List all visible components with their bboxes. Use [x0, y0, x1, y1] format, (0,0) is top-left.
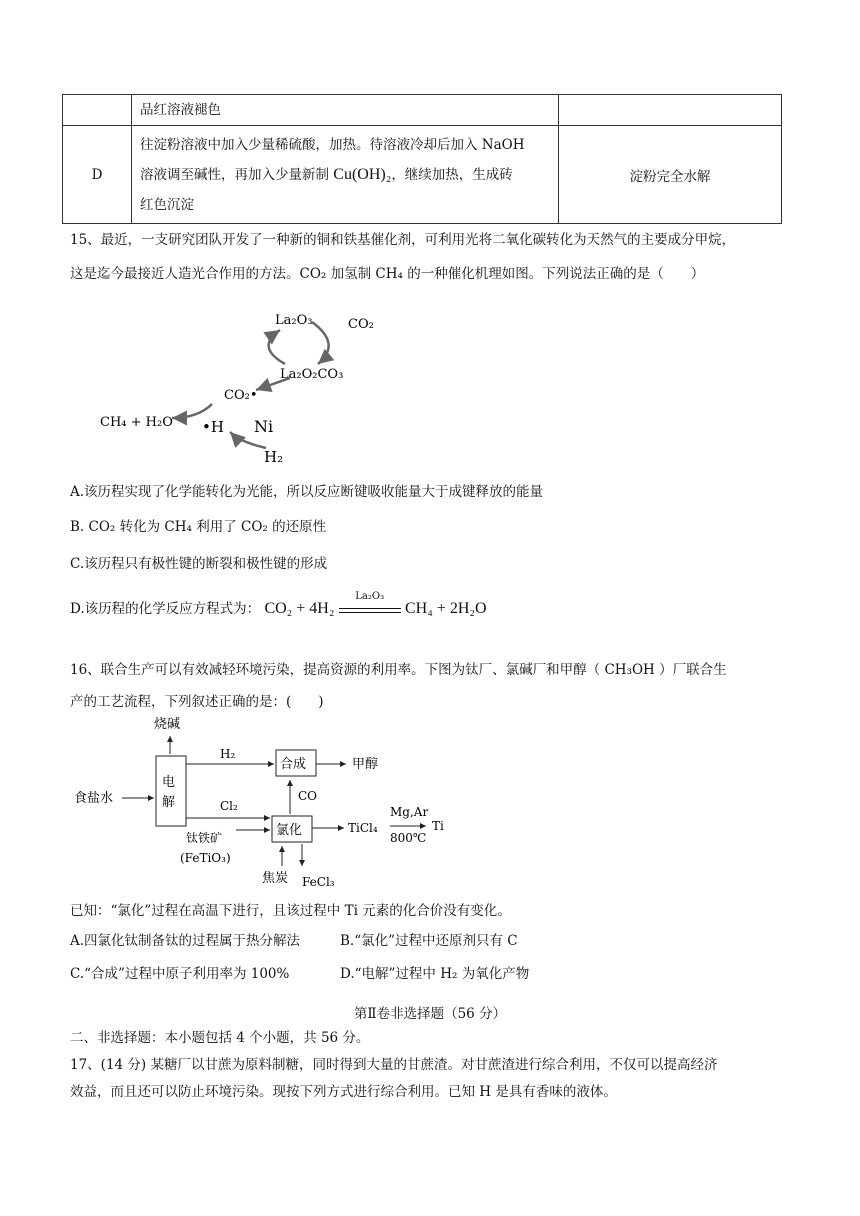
table-cell	[63, 95, 132, 126]
label-jiaotan: 焦炭	[262, 871, 289, 886]
q17-stem-line2: 效益，而且还可以防止环境污染。现按下列方式进行综合利用。已知 H 是具有香味的液体。	[70, 1084, 617, 1100]
section-intro: 二、非选择题：本小题包括 4 个小题，共 56 分。	[70, 1030, 370, 1046]
section-title: 第Ⅱ卷非选择题（56 分）	[353, 1006, 507, 1022]
cycle-arrow-left	[269, 330, 285, 364]
q15-option-c: C.该历程只有极性键的断裂和极性键的形成	[70, 556, 328, 572]
q16-stem-line1: 16、联合生产可以有效减轻环境污染，提高资源的利用率。下图为钛厂、氯碱厂和甲醇（ CH₃OH ）厂联合生	[70, 662, 727, 678]
process-flow-diagram	[70, 710, 470, 890]
q15-option-b: B. CO₂ 转化为 CH₄ 利用了 CO₂ 的还原性	[70, 519, 327, 535]
q16-option-d: D.“电解”过程中 H₂ 为氧化产物	[340, 966, 530, 982]
label-h-radical: •H	[202, 418, 224, 436]
label-hecheng: 合成	[280, 757, 307, 772]
label-ni: Ni	[254, 417, 274, 436]
label-shaojian: 烧碱	[154, 717, 181, 732]
procedure-line	[140, 160, 550, 190]
q16-stem-line2: 产的工艺流程，下列叙述正确的是：( )	[70, 694, 324, 710]
equation-catalyst: La₂O₃	[355, 590, 385, 602]
procedure-text: 溶液调至碱性，再加入少量新制	[140, 166, 334, 183]
label-jie: 解	[162, 795, 176, 810]
equation-equals	[339, 590, 401, 619]
cycle-arrow-right	[312, 322, 329, 364]
label-products: CH₄ + H₂O	[100, 415, 173, 430]
arrow-to-co2	[256, 378, 290, 390]
equation-left: CO₂ + 4H₂	[264, 600, 335, 617]
procedure-text: ，继续加热，生成砖	[391, 166, 513, 183]
label-jiachun: 甲醇	[352, 757, 379, 772]
label-h2: H₂	[220, 747, 236, 761]
label-ti: Ti	[432, 819, 444, 833]
q16-option-c: C.“合成”过程中原子利用率为 100%	[70, 966, 290, 982]
q15-option-d	[70, 590, 487, 619]
q15-option-a: A.该历程实现了化学能转化为光能，所以反应断键吸收能量大于成键释放的能量	[70, 484, 544, 500]
electrolysis-box	[156, 756, 186, 826]
label-co2-top: CO₂	[348, 317, 374, 332]
label-temp: 800℃	[390, 831, 427, 845]
q15-stem-line2: 这是迄今最接近人造光合作用的方法。CO₂ 加氢制 CH₄ 的一种催化机理如图。下列说法正确的是（ ）	[70, 266, 705, 282]
label-ticl4: TiCl₄	[348, 821, 378, 835]
conclusion-cell: 淀粉完全水解	[559, 126, 782, 224]
label-h2: H₂	[264, 448, 284, 466]
option-label-cell: D	[63, 126, 132, 224]
label-fetio3: (FeTiO₃)	[180, 851, 231, 865]
table-cell	[559, 95, 782, 126]
table-cell: 品红溶液褪色	[132, 95, 559, 126]
label-shiyanshui: 食盐水	[74, 791, 114, 806]
arrow-to-products	[172, 404, 212, 418]
q16-option-b: B.“氯化”过程中还原剂只有 C	[340, 933, 518, 949]
procedure-line: 红色沉淀	[140, 196, 194, 213]
procedure-line: 往淀粉溶液中加入少量稀硫酸，加热。待溶液冷却后加入 NaOH	[140, 136, 525, 153]
label-dian: 电	[162, 775, 176, 790]
q14-table	[62, 94, 782, 224]
formula-cuoh2: Cu(OH)₂	[333, 165, 392, 183]
option-d-prefix: D.该历程的化学反应方程式为：	[70, 601, 261, 617]
label-lvhua: 氯化	[276, 823, 303, 838]
label-cl2: Cl₂	[220, 799, 238, 813]
q16-option-a: A.四氯化钛制备钛的过程属于热分解法	[70, 933, 301, 949]
q17-stem-line1: 17、(14 分) 某糖厂以甘蔗为原料制糖，同时得到大量的甘蔗渣。对甘蔗渣进行综合利用，不仅可以提高经济	[70, 1057, 718, 1073]
label-taitiekuang: 钛铁矿	[186, 831, 223, 845]
catalysis-mechanism-diagram	[80, 302, 400, 472]
label-la2o3: La₂O₃	[275, 313, 313, 328]
label-mg-ar: Mg,Ar	[390, 805, 429, 819]
q15-stem-line1: 15、最近，一支研究团队开发了一种新的铜和铁基催化剂，可利用光将二氧化碳转化为天然气的主要成分甲烷，	[70, 232, 736, 248]
q16-known: 已知：“氯化”过程在高温下进行，且该过程中 Ti 元素的化合价没有变化。	[70, 903, 511, 919]
label-la2o2co3: La₂O₂CO₃	[280, 367, 344, 382]
label-co: CO	[298, 789, 318, 803]
procedure-cell	[132, 126, 559, 224]
label-fecl3: FeCl₃	[302, 875, 335, 889]
label-co2-radical: CO₂•	[224, 388, 258, 403]
equation-right: CH₄ + 2H₂O	[405, 600, 487, 617]
